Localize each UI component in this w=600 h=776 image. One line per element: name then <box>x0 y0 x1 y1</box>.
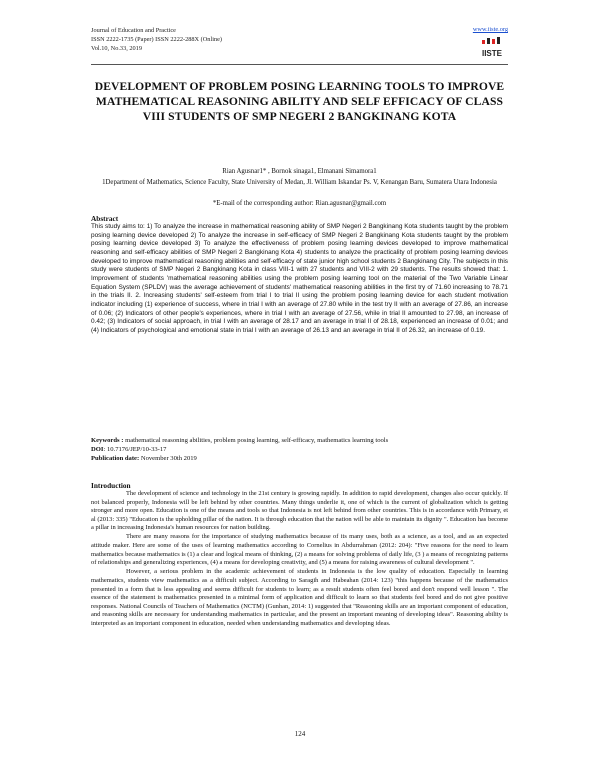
keywords-label: Keywords : <box>91 437 124 444</box>
intro-paragraph: The development of science and technology in the 21st century is growing rapidly. In addition to rapid development, changes also occur quickly. If not balanced properly, Indonesia will be left behind by other countries. Many things underlie it, one of which is the current of globalization which is getting stronger and more open. Education is one of the means and tools so that Indonesia is not left behind from other countries. This is in accordance with Primary, et al (2013: 335) "Education is the upholding pillar of the nation. It is through education that the nation will be able to maintain its dignity ". Education has become a pillar in increasing Indonesia's human resources for nation building. <box>91 490 508 532</box>
iiste-logo-icon <box>478 36 506 62</box>
corresponding-email: *E-mail of the corresponding author: Rian.agusnar@gmail.com <box>212 200 387 207</box>
journal-volume: Vol.10, No.33, 2019 <box>91 45 142 52</box>
pubdate-label: Publication date: <box>91 455 140 462</box>
journal-header <box>91 26 511 53</box>
pubdate-text: November 30th 2019 <box>139 455 197 462</box>
author-affiliation: 1Department of Mathematics, Science Faculty, State University of Medan, Jl. William Iskandar Ps. V, Kenangan Baru, Sumatera Utara Indonesia <box>102 179 497 186</box>
introduction-body <box>91 490 508 629</box>
doi-text: : 10.7176/JEP/10-33-17 <box>103 446 167 453</box>
page-number: 124 <box>294 730 306 738</box>
abstract-text: This study aims to: 1) To analyze the increase in mathematical reasoning ability of SMP Negeri 2 Bangkinang Kota students taught by the problem posing learning device developed 2) To analyze the increase in self-efficacy of SMP Negeri 2 Bangkinang Kota students taught by the problem posing learning device developed 3) To analyze the effectiveness of problem posing learning devices developed to improve mathematical reasoning and self-efficacy abilities of SMP Negeri 2 Bangkinang Kota 4) students to analyze the practicality of problem posing learning devices developed to improve mathematical reasoning abilities and self-efficacy of state junior high school students 2 Bangkinang City. The subjects in this study were students of SMP Negeri 2 Bangkinang Kota in class VIII-1 with 27 students and VIII-2 with 29 students. The results showed that: 1. Improvement of students 'mathematical reasoning abilities using the problem posing learning tool on the material of the Two Variable Linear Equation System (SPLDV) was the average achievement of students' mathematical reasoning abilities in the first try of 71.60 increasing to 78.71 in the trials II. 2. Increasing students' self-esteem from trial I to trial II using the problem posing learning device for each student motivation indicator including (1) experience of success, where in trial I with an average of 27.80 while in the test try II with an average of 27.86, an increase of 0.06; (2) Indicators of other people's experiences, where in trial I with an average of 27.56, while in trial II amounted to 27.98, an increase of 0.42; (3) Indicators of social approach, in trial I with an average of 28.17 and an average in trial II of 28.18, experienced an increase of 0.01; and (4) Indicators of psychological and emotional state in trial I with an average of 26.13 and an average in trial II of 26.32, an increase of 0.19. <box>91 223 508 334</box>
paper-title: DEVELOPMENT OF PROBLEM POSING LEARNING TOOLS TO IMPROVE MATHEMATICAL REASONING ABILITY AND SELF EFFICACY OF CLASS VIII STUDENTS OF SMP NEGERI 2 BANGKINANG KOTA <box>94 80 505 123</box>
journal-site-link[interactable]: www.iiste.org <box>472 26 508 33</box>
header-rule <box>91 64 508 65</box>
pubdate-line <box>91 455 508 464</box>
abstract-heading: Abstract <box>91 214 119 223</box>
doi-label: DOI <box>91 446 104 453</box>
journal-name: Journal of Education and Practice <box>91 27 176 34</box>
journal-issn: ISSN 2222-1735 (Paper) ISSN 2222-288X (Online) <box>91 36 222 43</box>
logo-text: IISTE <box>481 49 503 58</box>
keywords-line <box>91 437 508 446</box>
introduction-heading: Introduction <box>91 481 131 490</box>
keywords-text: mathematical reasoning abilities, problem posing learning, self-efficacy, mathematics learning tools <box>123 437 389 444</box>
author-list: Rian Agusnar1* , Bornok sinaga1, Elmanani Simamora1 <box>222 168 377 175</box>
intro-paragraph: There are many reasons for the importance of studying mathematics because of its many uses, both as a science, as a tool, and as an expected attitude maker. Here are some of the uses of learning mathematics according to Cornelius in Abdurrahman (2012: 204): "Five reasons for the need to learn mathematics because mathematics is (1) a clear and logical means of thinking, (2) a means for solving problems of daily life, (3 ) a means of recognizing patterns of relationships and generalizing experiences, (4) a means for developing creativity, and (5) a means for raising awareness of cultural development ". <box>91 533 508 567</box>
doi-line <box>91 446 508 455</box>
intro-paragraph: However, a serious problem in the academic achievement of students in Indonesia is the low quality of education. Especially in learning mathematics, students view mathematics as a difficult subject. According to Saragih and Habeahan (2014: 123) "this happens because of the mathematics presented in a form that is less appealing and seems difficult for students to learn; as a result students often feel bored and don't respond well lesson ". The essence of the statement is mathematics presented in a minimal form of application and difficult to learn so that students feel bored and do not give positive responses. National Councils of Teachers of Mathematics (NCTM) (Gunhan, 2014: 1) suggested that "Reasoning skills are an important component of education, and reasoning skills are necessary for understanding mathematics in particular, and the present an important meaning of developing ideas". Reasoning ability is interpreted as an important component in education, needed when understanding mathematics and developing ideas. <box>91 568 508 627</box>
